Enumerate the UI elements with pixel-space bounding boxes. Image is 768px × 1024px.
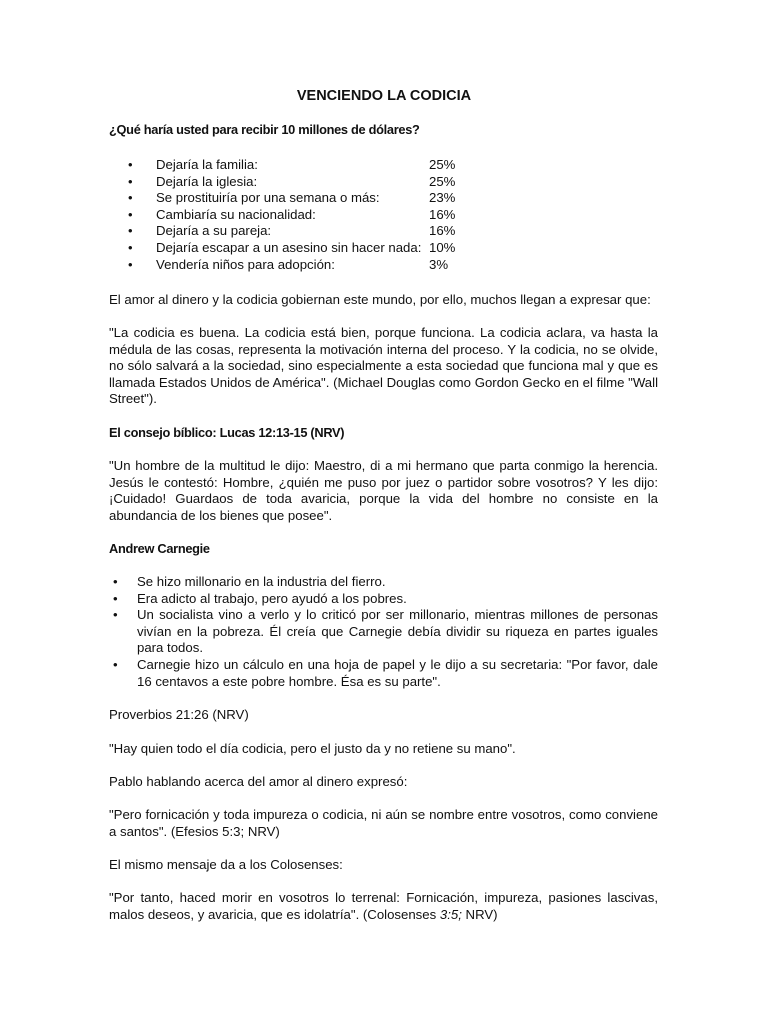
proverbios-quote: "Hay quien todo el día codicia, pero el justo da y no retiene su mano". xyxy=(109,741,516,756)
carnegie-heading: Andrew Carnegie xyxy=(109,541,210,556)
list-item xyxy=(128,157,528,174)
biblical-heading: El consejo bíblico: Lucas 12:13-15 (NRV) xyxy=(109,425,345,440)
list-item xyxy=(128,174,528,191)
fact-text: Carnegie hizo un cálculo en una hoja de papel y le dijo a su secretaria: "Por favor, dale 16 centavos a este pobre hombre. Ésa es su parte". xyxy=(137,656,658,689)
survey-percent: 23% xyxy=(429,190,456,206)
proverbios-reference: Proverbios 21:26 (NRV) xyxy=(109,707,249,722)
colosenses-quote-end: NRV) xyxy=(461,906,498,922)
survey-list xyxy=(128,157,528,273)
list-item xyxy=(128,240,528,257)
survey-label: Dejaría la iglesia: xyxy=(156,173,258,189)
survey-percent: 3% xyxy=(429,256,449,272)
survey-label: Cambiaría su nacionalidad: xyxy=(156,206,316,222)
pablo-intro: Pablo hablando acerca del amor al dinero expresó: xyxy=(109,774,408,789)
bullet-icon: • xyxy=(113,590,118,606)
survey-question: ¿Qué haría usted para recibir 10 millones de dólares? xyxy=(109,122,420,137)
bullet-icon: • xyxy=(128,206,133,222)
lucas-quote: "Un hombre de la multitud le dijo: Maestro, di a mi hermano que parta conmigo la herencia. Jesús le contestó: Hombre, ¿quién me puso por juez o partidor sobre vosotros? Y les dijo: ¡Cuidado! Guardaos de toda avaricia, porque la vida del hombre no consiste en la abundancia de los bienes que posee". xyxy=(109,458,658,523)
carnegie-facts-list xyxy=(113,574,658,690)
list-item xyxy=(113,574,658,591)
fact-text: Era adicto al trabajo, pero ayudó a los pobres. xyxy=(137,590,407,606)
intro-paragraph: El amor al dinero y la codicia gobiernan este mundo, por ello, muchos llegan a expresar que: xyxy=(109,292,651,307)
bullet-icon: • xyxy=(128,239,133,255)
efesios-quote: "Pero fornicación y toda impureza o codicia, ni aún se nombre entre vosotros, como conviene a santos". (Efesios 5:3; NRV) xyxy=(109,807,658,839)
bullet-icon: • xyxy=(128,223,133,239)
list-item xyxy=(128,190,528,207)
survey-label: Dejaría escapar a un asesino sin hacer nada: xyxy=(156,239,422,255)
survey-label: Vendería niños para adopción: xyxy=(156,256,335,272)
document-title: VENCIENDO LA CODICIA xyxy=(296,88,472,104)
bullet-icon: • xyxy=(113,656,118,672)
survey-percent: 16% xyxy=(429,206,456,222)
survey-percent: 16% xyxy=(429,223,456,239)
colosenses-intro: El mismo mensaje da a los Colosenses: xyxy=(109,857,343,872)
bullet-icon: • xyxy=(128,256,133,272)
list-item xyxy=(128,257,528,274)
list-item xyxy=(128,207,528,224)
survey-percent: 25% xyxy=(429,173,456,189)
survey-percent: 10% xyxy=(429,239,456,255)
fact-text: Un socialista vino a verlo y lo criticó por ser millonario, mientras millones de personas vivían en la pobreza. Él creía que Carnegie debía dividir su riqueza en partes iguales para todos. xyxy=(137,607,658,656)
colosenses-verse-ref: 3:5; xyxy=(439,906,462,922)
bullet-icon: • xyxy=(113,607,118,623)
bullet-icon: • xyxy=(128,157,133,172)
list-item xyxy=(113,591,658,608)
list-item xyxy=(113,657,658,690)
survey-label: Se prostituiría por una semana o más: xyxy=(156,190,380,206)
survey-label: Dejaría a su pareja: xyxy=(156,223,272,239)
colosenses-quote xyxy=(109,890,658,923)
bullet-icon: • xyxy=(113,574,118,589)
bullet-icon: • xyxy=(128,190,133,206)
colosenses-quote-text: "Por tanto, haced morir en vosotros lo terrenal: Fornicación, impureza, pasiones lascivas, malos deseos, y avaricia, que es idolatría". (Colosenses xyxy=(109,890,658,922)
wall-street-quote: "La codicia es buena. La codicia está bien, porque funciona. La codicia aclara, va hasta la médula de las cosas, representa la motivación interna del proceso. Y la codicia, no se olvide, no sólo salvará a la sociedad, sino especialmente a esta sociedad que funciona mal y que es llamada Estados Unidos de América". (Michael Douglas como Gordon Gecko en el filme "Wall Street"). xyxy=(109,325,658,407)
bullet-icon: • xyxy=(128,173,133,189)
survey-label: Dejaría la familia: xyxy=(156,157,258,172)
list-item xyxy=(128,223,528,240)
survey-percent: 25% xyxy=(429,157,456,172)
fact-text: Se hizo millonario en la industria del fierro. xyxy=(137,574,386,589)
list-item xyxy=(113,607,658,657)
